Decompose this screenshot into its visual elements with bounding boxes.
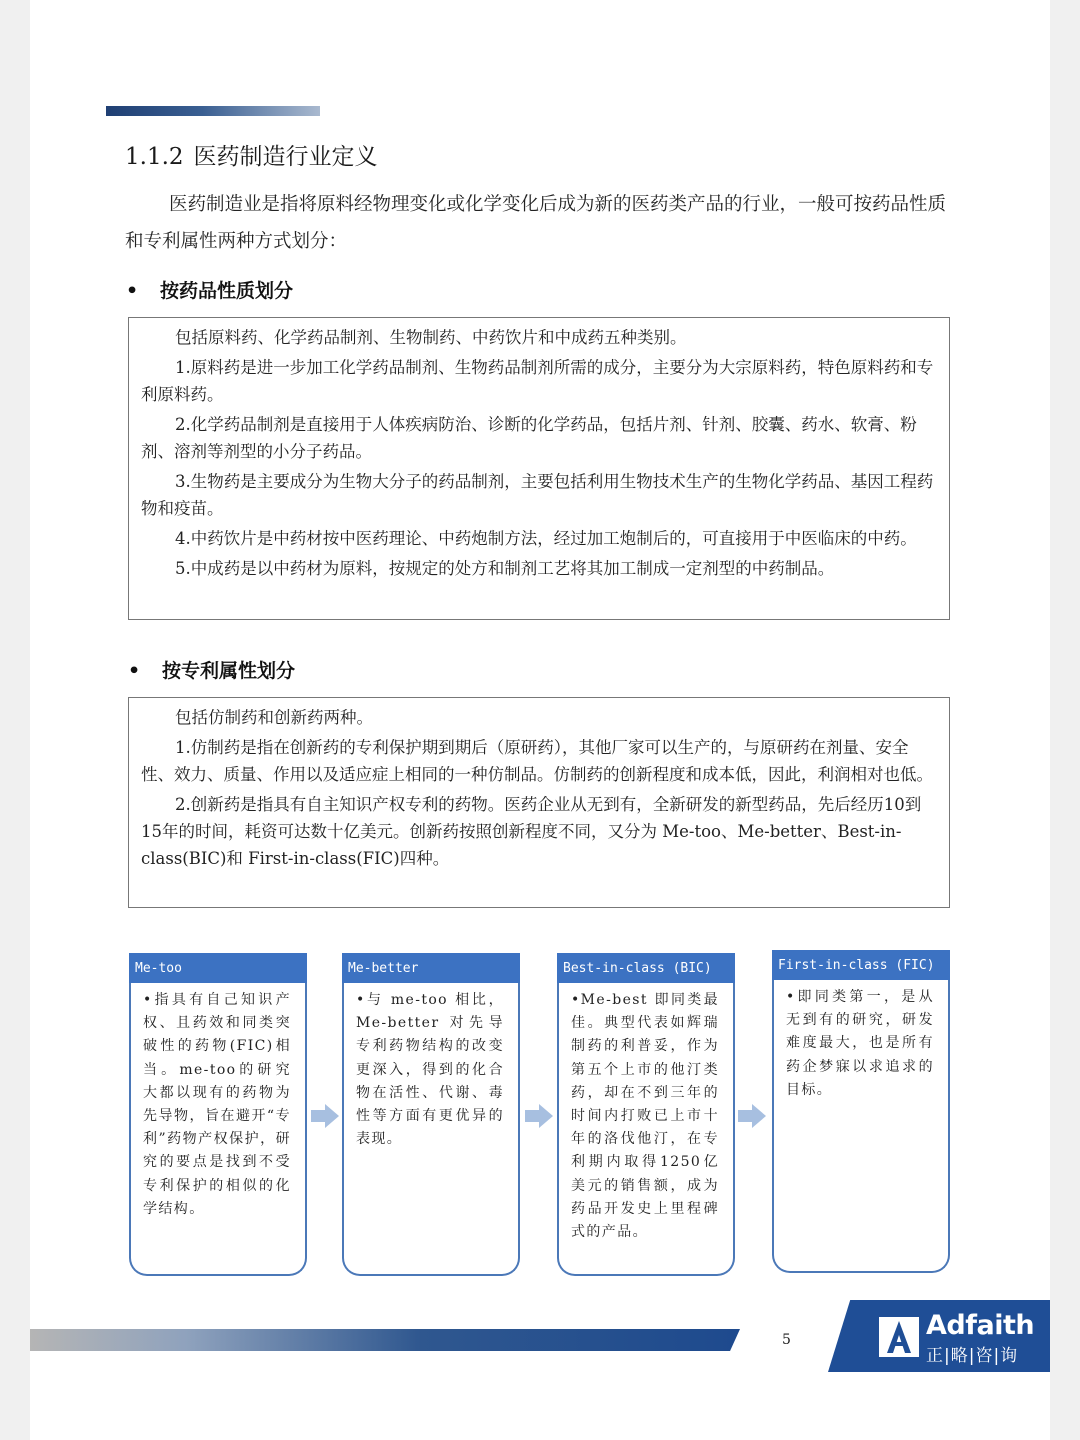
card-body: •即同类第一，是从无到有的研究，研发难度最大，也是所有药企梦寐以求追求的目标。 — [772, 980, 950, 1273]
section-title-text: 医药制造行业定义 — [193, 144, 378, 170]
page-number: 5 — [782, 1332, 791, 1348]
bullet-heading-patent — [128, 656, 295, 683]
box-paragraph: 3.生物药是主要成分为生物大分子的药品制剂，主要包括利用生物技术生产的生物化学药品、基因工程药物和疫苗。 — [141, 472, 934, 518]
section-number: 1.1.2 — [125, 144, 184, 170]
card-body: •指具有自己知识产权、且药效和同类突破性的药物(FIC)相当。me-too的研究大都以现有的药物为先导物，旨在避开“专利”药物产权保护，研究的要点是找到不受专利保护的相似的化学结构。 — [129, 983, 307, 1276]
logo-chinese-name: 正|略|咨|询 — [926, 1346, 1019, 1366]
card-body: •与 me-too 相比，Me-better 对先导专利药物结构的改变更深入，得到的化合物在活性、代谢、毒性等方面有更优异的表现。 — [342, 983, 520, 1276]
box-paragraph: 2.创新药是指具有自主知识产权专利的药物。医药企业从无到有，全新研发的新型药品，先后经历10到15年的时间，耗资可达数十亿美元。创新药按照创新程度不同，又分为 Me-too、Me-better、Best-in-class(BIC)和 First-in-class(FIC)四种。 — [141, 795, 922, 868]
card-me-better — [342, 953, 520, 1276]
card-title: Me-better — [342, 953, 520, 984]
intro-paragraph: 医药制造业是指将原料经物理变化或化学变化后成为新的医药类产品的行业，一般可按药品性质和专利属性两种方式划分： — [125, 194, 947, 252]
bullet-heading-drug-nature — [126, 276, 293, 303]
box-paragraph: 1.原料药是进一步加工化学药品制剂、生物药品制剂所需的成分，主要分为大宗原料药，特色原料药和专利原料药。 — [141, 358, 934, 404]
card-title: Me-too — [129, 953, 307, 984]
arrow-right-icon — [738, 1104, 766, 1128]
patent-box — [128, 697, 950, 908]
box-paragraph: 4.中药饮片是中药材按中医药理论、中药炮制方法，经过加工炮制后的，可直接用于中医临床的中药。 — [175, 529, 917, 548]
bullet-heading-text: 按专利属性划分 — [162, 660, 296, 682]
arrow-right-icon — [311, 1104, 339, 1128]
logo-wordmark: Adfaith — [926, 1310, 1035, 1341]
card-me-too — [129, 953, 307, 1276]
box-paragraph: 2.化学药品制剂是直接用于人体疾病防治、诊断的化学药品，包括片剂、针剂、胶囊、药水、软膏、粉剂、溶剂等剂型的小分子药品。 — [141, 415, 917, 461]
box-paragraph: 1.仿制药是指在创新药的专利保护期到期后（原研药），其他厂家可以生产的，与原研药在剂量、安全性、效力、质量、作用以及适应症上相同的一种仿制品。仿制药的创新程度和成本低，因此，利润相对也低。 — [141, 738, 933, 784]
box-paragraph: 包括仿制药和创新药两种。 — [175, 708, 373, 727]
footer-accent-bar — [30, 1329, 740, 1351]
box-paragraph: 包括原料药、化学药品制剂、生物制药、中药饮片和中成药五种类别。 — [175, 328, 687, 347]
bullet-dot: • — [128, 660, 141, 682]
card-first-in-class — [772, 950, 950, 1273]
bullet-dot: • — [126, 280, 139, 302]
card-title: First-in-class (FIC) — [772, 950, 950, 981]
box-paragraph: 5.中成药是以中药材为原料，按规定的处方和制剂工艺将其加工制成一定剂型的中药制品。 — [175, 559, 835, 578]
card-best-in-class — [557, 953, 735, 1276]
bullet-heading-text: 按药品性质划分 — [160, 280, 294, 302]
adfaith-logo-icon — [878, 1316, 920, 1358]
card-body: •Me-best 即同类最佳。典型代表如辉瑞制药的利普妥，作为第五个上市的他汀类药，却在不到三年的时间内打败已上市十年的洛伐他汀，在专利期内取得1250亿美元的销售额，成为药品开发史上里程碑式的产品。 — [557, 983, 735, 1276]
drug-nature-box — [128, 317, 950, 620]
header-accent-bar — [106, 106, 320, 116]
section-title — [125, 138, 378, 171]
document-page — [30, 0, 1050, 1440]
arrow-right-icon — [525, 1104, 553, 1128]
card-title: Best-in-class (BIC) — [557, 953, 735, 984]
